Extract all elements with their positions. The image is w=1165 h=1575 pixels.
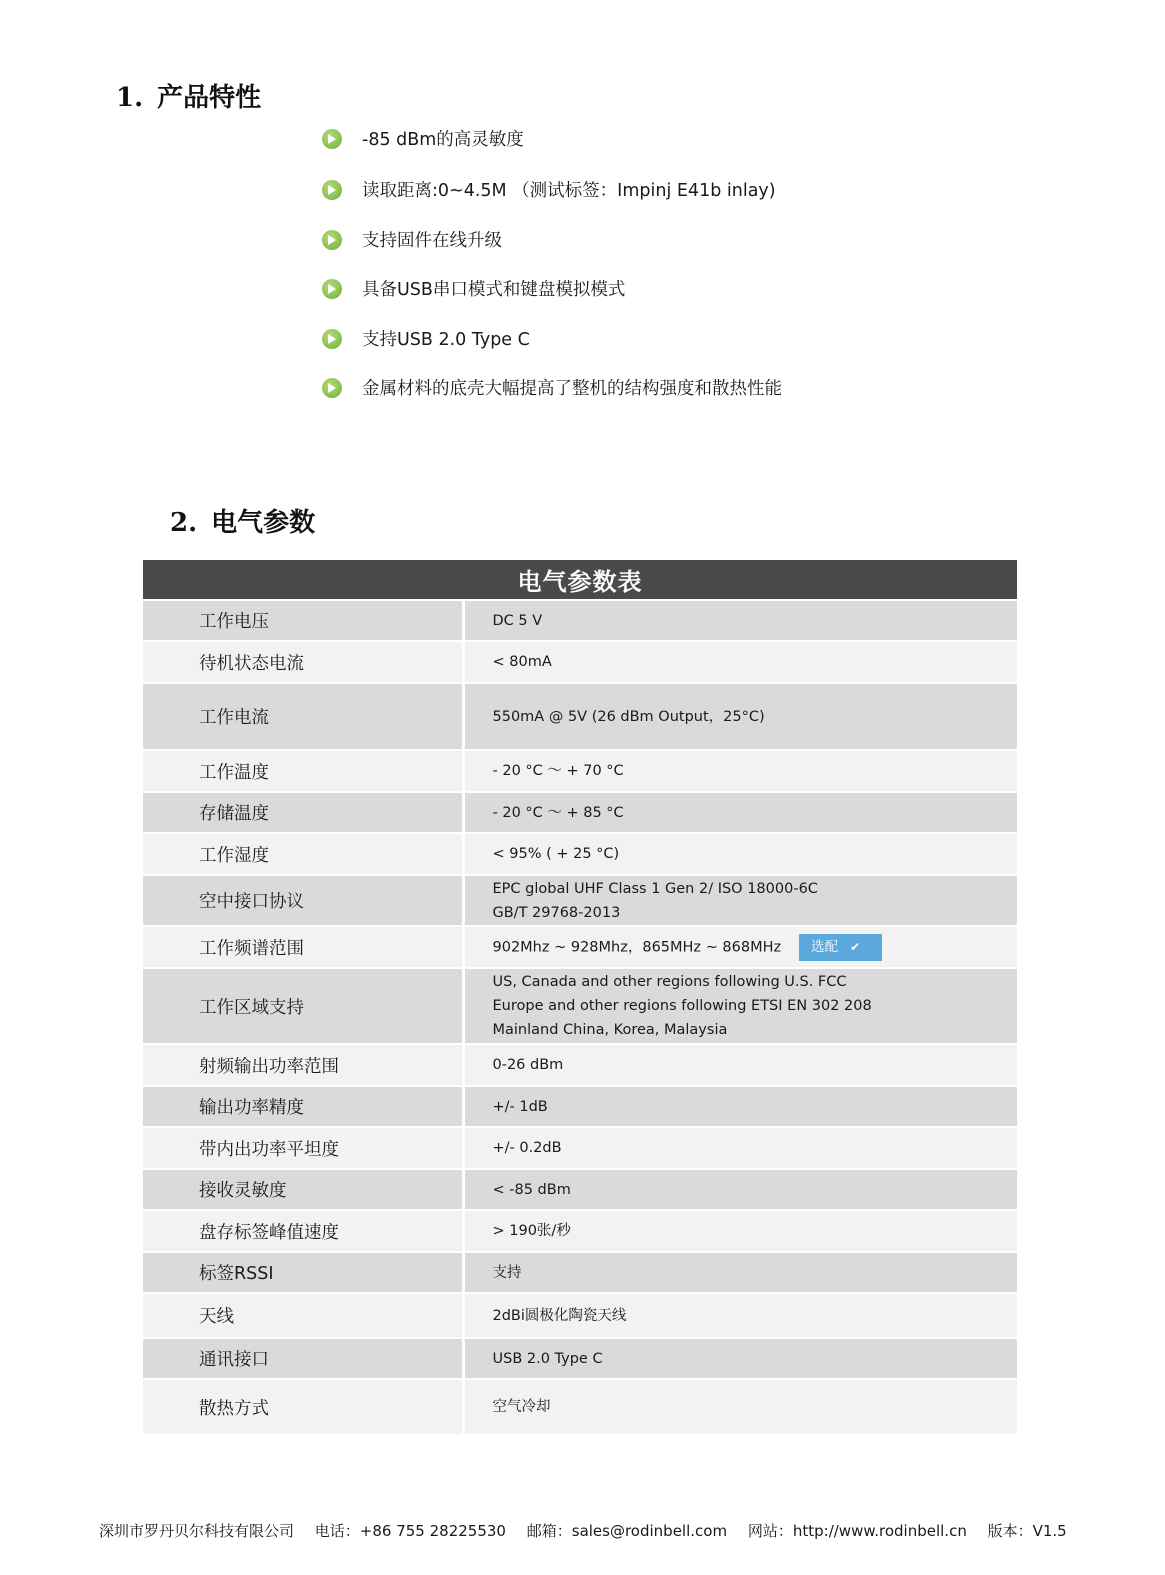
param-value xyxy=(463,1086,1017,1127)
param-value-line: 550mA @ 5V (26 dBm Output，25°C) xyxy=(492,708,765,725)
param-value xyxy=(463,792,1017,833)
param-label: 标签RSSI xyxy=(143,1252,463,1293)
feature-item xyxy=(322,227,502,252)
param-label: 空中接口协议 xyxy=(143,875,463,926)
check-icon: ✔ xyxy=(850,940,861,954)
param-value-line: - 20 °C ～ + 85 °C xyxy=(492,804,624,821)
param-value xyxy=(463,1127,1017,1169)
table-row xyxy=(143,792,1017,833)
footer-phone: 电话：+86 755 28225530 xyxy=(314,1522,506,1540)
feature-text: 具备USB串口模式和键盘模拟模式 xyxy=(362,280,626,300)
param-value-line: < 95% ( + 25 °C) xyxy=(492,846,620,862)
table-row xyxy=(143,1044,1017,1086)
feature-text: 读取距离:0~4.5M （测试标签：Impinj E41b inlay) xyxy=(362,181,776,201)
green-arrow-bullet-icon xyxy=(322,230,342,250)
param-value xyxy=(463,1252,1017,1293)
param-value-line: DC 5 V xyxy=(492,612,543,629)
param-label: 输出功率精度 xyxy=(143,1086,463,1127)
section-title: 产品特性 xyxy=(157,83,262,113)
param-value-line: 支持 xyxy=(492,1264,522,1281)
feature-item xyxy=(322,375,782,400)
feature-item xyxy=(322,276,625,301)
param-value xyxy=(463,1379,1017,1434)
param-value xyxy=(463,1338,1017,1379)
table-row xyxy=(143,1169,1017,1210)
table-header: 电气参数表 xyxy=(143,560,1017,600)
section-number: 1. xyxy=(116,83,144,113)
param-value-line: US, Canada and other regions following U.S. FCC xyxy=(492,974,847,990)
feature-text: 支持USB 2.0 Type C xyxy=(362,330,530,350)
feature-item xyxy=(322,177,776,202)
param-value-line: Mainland China, Korea, Malaysia xyxy=(492,1022,728,1038)
param-value-line: 0-26 dBm xyxy=(492,1057,564,1073)
table-row xyxy=(143,750,1017,792)
param-value xyxy=(463,1293,1017,1338)
param-label: 射频输出功率范围 xyxy=(143,1044,463,1086)
optional-badge xyxy=(799,934,882,961)
param-value-line: 902Mhz ~ 928Mhz，865MHz ~ 868MHz xyxy=(492,939,782,955)
table-row xyxy=(143,833,1017,875)
param-value-line: +/- 0.2dB xyxy=(492,1140,562,1156)
param-value xyxy=(463,875,1017,926)
table-row xyxy=(143,875,1017,926)
green-arrow-bullet-icon xyxy=(322,129,342,149)
section-heading-electrical xyxy=(170,502,315,539)
param-value xyxy=(463,750,1017,792)
table-row xyxy=(143,600,1017,641)
footer-company: 深圳市罗丹贝尔科技有限公司 xyxy=(99,1522,295,1540)
feature-text: 金属材料的底壳大幅提高了整机的结构强度和散热性能 xyxy=(362,379,782,399)
param-label: 带内出功率平坦度 xyxy=(143,1127,463,1169)
param-label: 存储温度 xyxy=(143,792,463,833)
param-value-line: < -85 dBm xyxy=(492,1181,571,1198)
param-value-line: 2dBi圆极化陶瓷天线 xyxy=(492,1307,627,1324)
section-number: 2. xyxy=(170,508,198,538)
table-row xyxy=(143,641,1017,683)
param-value-line: USB 2.0 Type C xyxy=(492,1350,603,1367)
param-value-line: > 190张/秒 xyxy=(492,1223,571,1239)
green-arrow-bullet-icon xyxy=(322,279,342,299)
green-arrow-bullet-icon xyxy=(322,329,342,349)
param-value-line: < 80mA xyxy=(492,654,552,670)
feature-text: -85 dBm的高灵敏度 xyxy=(362,130,524,150)
feature-text: 支持固件在线升级 xyxy=(362,231,502,251)
green-arrow-bullet-icon xyxy=(322,180,342,200)
param-label: 通讯接口 xyxy=(143,1338,463,1379)
table-row xyxy=(143,1210,1017,1252)
param-label: 工作湿度 xyxy=(143,833,463,875)
footer-website[interactable]: 网站：http://www.rodinbell.cn xyxy=(747,1522,967,1540)
param-value xyxy=(463,641,1017,683)
section-title: 电气参数 xyxy=(211,508,316,538)
table-row xyxy=(143,683,1017,750)
param-value-line: 空气冷却 xyxy=(492,1399,551,1415)
table-row xyxy=(143,1293,1017,1338)
footer-email[interactable]: 邮箱：sales@rodinbell.com xyxy=(526,1522,728,1540)
param-value xyxy=(463,683,1017,750)
table-row xyxy=(143,1086,1017,1127)
table-row xyxy=(143,1338,1017,1379)
param-value-line: EPC global UHF Class 1 Gen 2/ ISO 18000-6C xyxy=(492,880,818,897)
table-row xyxy=(143,968,1017,1044)
table-row xyxy=(143,1252,1017,1293)
param-value-line: +/- 1dB xyxy=(492,1098,548,1115)
param-value xyxy=(463,600,1017,641)
param-value xyxy=(463,968,1017,1044)
param-label: 天线 xyxy=(143,1293,463,1338)
footer-version: 版本：V1.5 xyxy=(987,1522,1067,1540)
section-heading-features xyxy=(116,77,261,114)
param-label: 工作温度 xyxy=(143,750,463,792)
param-label: 工作区域支持 xyxy=(143,968,463,1044)
param-label: 工作频谱范围 xyxy=(143,926,463,968)
feature-item xyxy=(322,326,530,351)
page-footer xyxy=(99,1520,1083,1541)
param-value xyxy=(463,926,1017,968)
param-value xyxy=(463,1044,1017,1086)
param-value xyxy=(463,1169,1017,1210)
feature-item xyxy=(322,126,524,151)
electrical-parameters-table xyxy=(143,560,1017,1434)
param-label: 待机状态电流 xyxy=(143,641,463,683)
badge-label: 选配 xyxy=(811,939,839,955)
table-row xyxy=(143,1127,1017,1169)
param-label: 工作电压 xyxy=(143,600,463,641)
param-label: 盘存标签峰值速度 xyxy=(143,1210,463,1252)
param-label: 散热方式 xyxy=(143,1379,463,1434)
param-value-line: Europe and other regions following ETSI EN 302 208 xyxy=(492,998,872,1014)
param-value-line: GB/T 29768-2013 xyxy=(492,904,621,921)
param-value xyxy=(463,1210,1017,1252)
param-value xyxy=(463,833,1017,875)
param-label: 接收灵敏度 xyxy=(143,1169,463,1210)
table-row xyxy=(143,926,1017,968)
param-label: 工作电流 xyxy=(143,683,463,750)
green-arrow-bullet-icon xyxy=(322,378,342,398)
param-value-line: - 20 °C ～ + 70 °C xyxy=(492,763,624,779)
table-row xyxy=(143,1379,1017,1434)
